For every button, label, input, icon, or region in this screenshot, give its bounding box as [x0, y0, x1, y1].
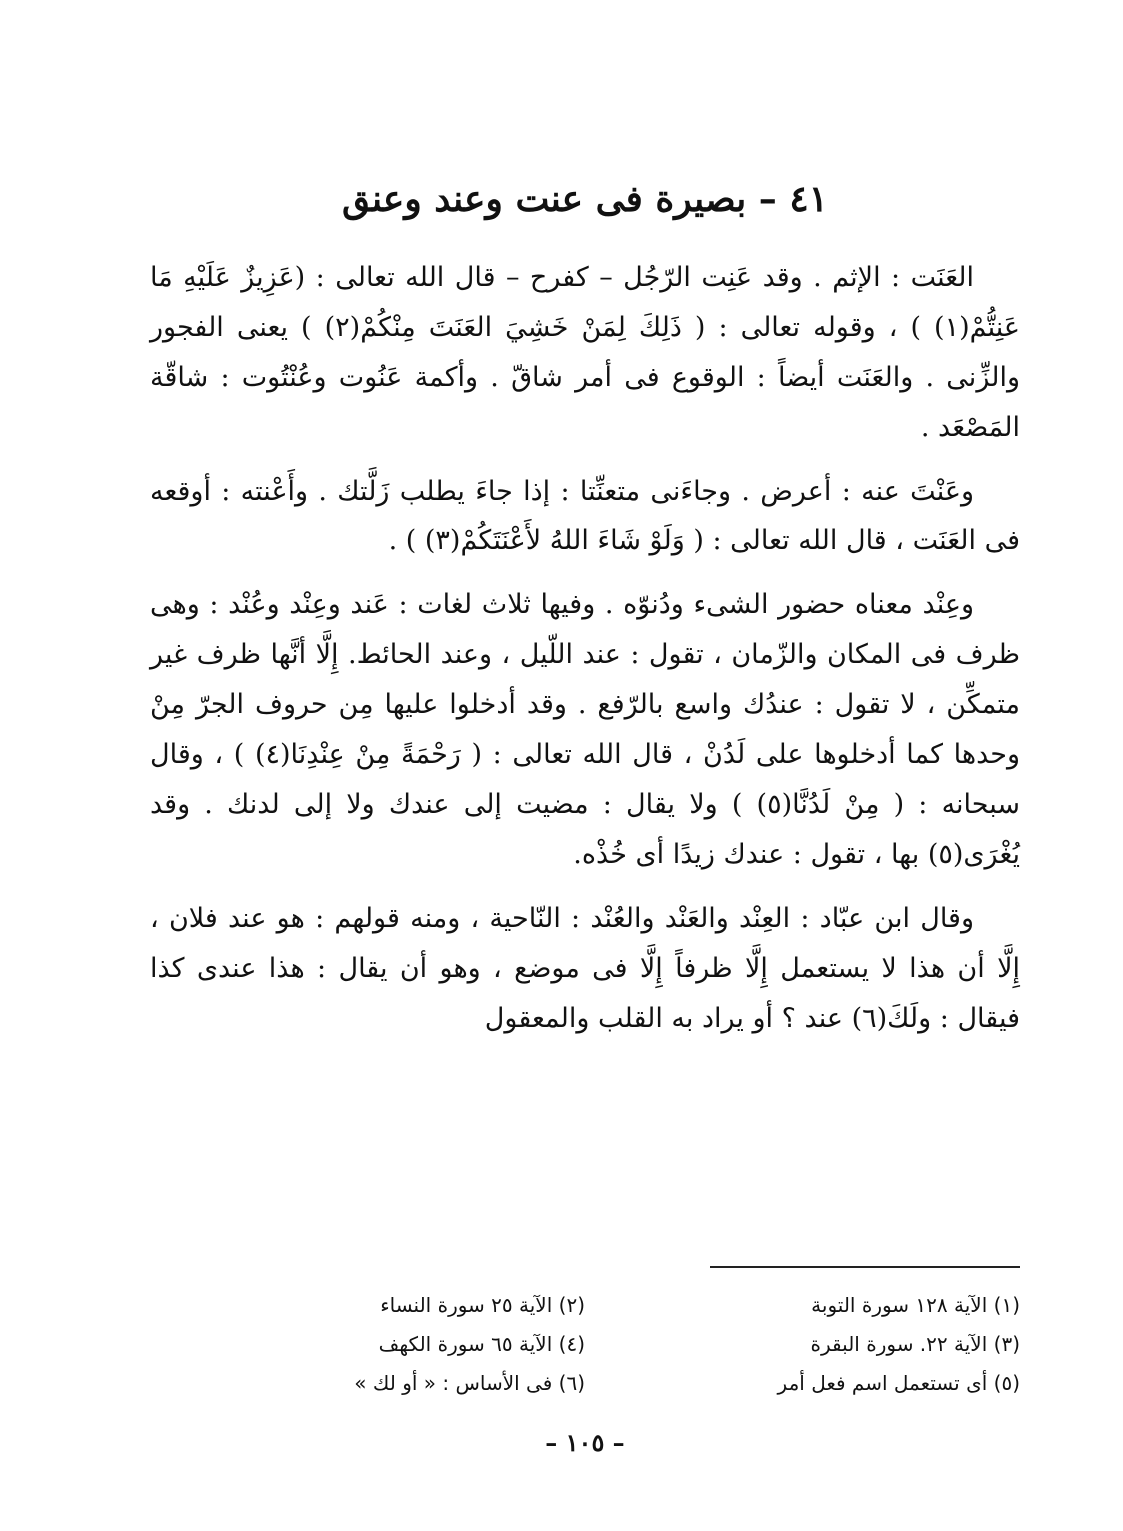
page-number: – ١٠٥ – — [545, 1428, 625, 1457]
footnote-row — [150, 1286, 1020, 1325]
footnote-1: (١) الآية ١٢٨ سورة التوبة — [811, 1293, 1020, 1317]
footnote-3: (٣) الآية ٢٢. سورة البقرة — [810, 1332, 1020, 1356]
page — [150, 176, 1020, 1476]
footnote-4: (٤) الآية ٦٥ سورة الكهف — [378, 1332, 585, 1356]
paragraph-2: وعَنْتَ عنه : أعرض . وجاءَنى متعنِّتا : إذا جاءَ يطلب زَلَّتك . وأَعْنته : أوقعه فى العَنَت ، قال الله تعالى : ( وَلَوْ شَاءَ اللهُ لأَعْنَتَكُمْ(٣) ) . — [150, 475, 1020, 557]
paragraph-4: وقال ابن عبّاد : العِنْد والعَنْد والعُنْد : النّاحية ، ومنه قولهم : هو عند فلان ، إِلَّا أن هذا لا يستعمل إِلَّا ظرفاً إِلَّا فى موضع ، وهو أن يقال : هذا عندى كذا فيقال : ولَكَ(٦) عند ؟ أو يراد به القلب والمعقول — [150, 903, 1020, 1034]
footnote-separator — [710, 1266, 1020, 1268]
footnote-6: (٦) فى الأساس : « أو لك » — [354, 1371, 585, 1395]
paragraph-3: وعِنْد معناه حضور الشىء ودُنوّه . وفيها ثلاث لغات : عَند وعِنْد وعُنْد : وهى ظرف فى المكان والزّمان ، تقول : عند اللّيل ، وعند الحائط. إِلَّا أنَّها ظرف غير متمكِّن ، لا تقول : عندُك واسع بالرّفع . وقد أدخلوا عليها مِن حروف الجرّ مِنْ وحدها كما أدخلوها على لَدُنْ ، قال الله تعالى : ( رَحْمَةً مِنْ عِنْدِنَا(٤) ) ، وقال سبحانه : ( مِنْ لَدُنَّا(٥) ) ولا يقال : مضيت إلى عندك ولا إلى لدنك . وقد يُغْرَى(٥) بها ، تقول : عندك زيدًا أى خُذْه. — [150, 589, 1020, 871]
paragraph-1: العَنَت : الإثم . وقد عَنِت الرّجُل – كفرح – قال الله تعالى : (عَزِيزٌ عَلَيْهِ مَا عَنِتُّمْ(١) ) ، وقوله تعالى : ( ذَلِكَ لِمَنْ خَشِيَ العَنَتَ مِنْكُمْ(٢) ) يعنى الفجور والزِّنى . والعَنَت أيضاً : الوقوع فى أمر شاقّ . وأكمة عَنُوت وعُنْتُوت : شاقّة المَصْعَد . — [150, 261, 1020, 443]
chapter-title: ٤١ – بصيرة فى عنت وعند وعنق — [342, 178, 828, 220]
footnote-row — [150, 1325, 1020, 1364]
footnotes — [150, 1286, 1020, 1403]
footnote-2: (٢) الآية ٢٥ سورة النساء — [380, 1293, 585, 1317]
body-text — [150, 253, 1020, 1044]
footnote-5: (٥) أى تستعمل اسم فعل أمر — [777, 1371, 1020, 1395]
footnote-row — [150, 1364, 1020, 1403]
